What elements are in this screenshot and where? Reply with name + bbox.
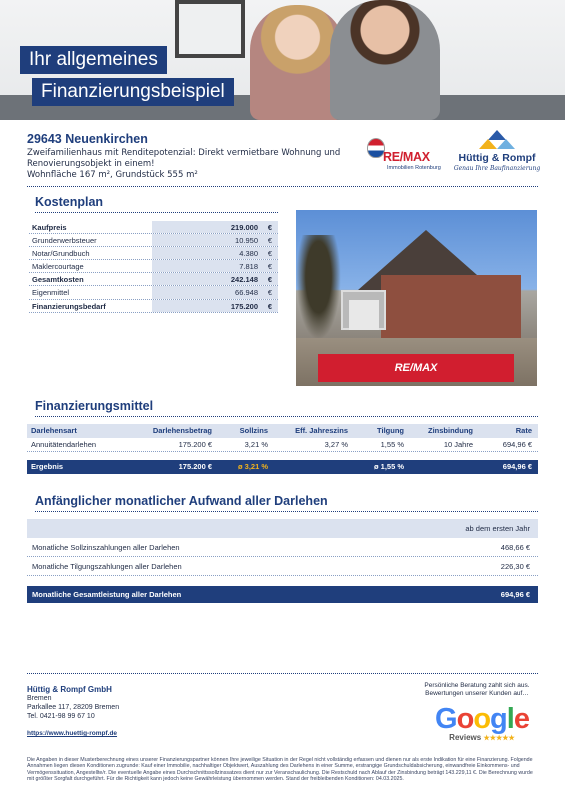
footer-city: Bremen <box>27 695 52 702</box>
google-reviews-label: Reviews ★★★★★ <box>449 733 515 742</box>
aufwand-row: Monatliche Sollzinszahlungen aller Darlehen 468,66 € <box>27 538 538 557</box>
photo-garage <box>341 290 386 330</box>
google-logo: Google <box>435 703 529 735</box>
kostenplan-row: Notar/Grundbuch 4.380 € <box>29 247 278 260</box>
star-rating-icon: ★★★★★ <box>483 735 515 742</box>
aufwand-title: Anfänglicher monatlicher Aufwand aller Darlehen <box>35 494 538 512</box>
footer-divider <box>27 673 538 674</box>
finanzierungsmittel-result-row: Ergebnis 175.200 € ø 3,21 % ø 1,55 % 694,96 € <box>27 460 538 474</box>
aufwand-table <box>27 519 538 603</box>
remax-photo-banner <box>318 354 514 382</box>
aufwand-row: Monatliche Tilgungszahlungen aller Darlehen 226,30 € <box>27 557 538 576</box>
property-header <box>27 132 347 181</box>
google-reviews-text: Persönliche Beratung zahlt sich aus. Bewertungen unserer Kunden auf… <box>424 682 530 697</box>
remax-banner-text: RE/MAX <box>394 362 438 374</box>
aufwand-header-row: ab dem ersten Jahr <box>27 519 538 538</box>
kostenplan-row: Maklercourtage 7.818 € <box>29 260 278 273</box>
hero-banner <box>0 0 565 120</box>
finanzierungsmittel-header-row: Darlehensart Darlehensbetrag Sollzins Eff. Jahreszins Tilgung Zinsbindung Rate <box>27 424 538 438</box>
hero-picture-frame <box>175 0 245 58</box>
property-area: Wohnfläche 167 m², Grundstück 555 m² <box>27 170 198 180</box>
footer-street: Parkallee 117, 28209 Bremen <box>27 704 120 711</box>
kostenplan-row: Gesamtkosten 242.148 € <box>29 273 278 286</box>
property-description: Zweifamilienhaus mit Renditepotenzial: Direkt vermietbare Wohnung und Renovierungsobjekt in einem! <box>27 148 341 169</box>
footer-company-block <box>27 685 119 721</box>
hero-title-line-1: Ihr allgemeines <box>20 46 167 74</box>
property-photo <box>296 210 537 386</box>
kostenplan-title: Kostenplan <box>35 195 278 213</box>
footer-phone: Tel. 0421-98 99 67 10 <box>27 713 95 720</box>
kostenplan-row: Eigenmittel 66.948 € <box>29 286 278 299</box>
kostenplan-row: Grunderwerbsteuer 10.950 € <box>29 234 278 247</box>
header-divider <box>27 186 538 187</box>
huettig-rompf-tagline: Genau Ihre Baufinanzierung <box>453 165 541 172</box>
huettig-rompf-logo <box>452 130 542 178</box>
hero-person-man <box>330 0 440 120</box>
google-reviews-badge[interactable] <box>432 703 532 747</box>
remax-logo-word: RE/MAX <box>383 150 430 164</box>
finanzierungsmittel-row: Annuitätendarlehen 175.200 € 3,21 % 3,27 % 1,55 % 10 Jahre 694,96 € <box>27 438 538 452</box>
finanzierungsmittel-title: Finanzierungsmittel <box>35 399 538 417</box>
aufwand-total-row: Monatliche Gesamtleistung aller Darlehen 694,96 € <box>27 586 538 603</box>
kostenplan-row: Kaufpreis 219.000 € <box>29 221 278 234</box>
remax-logo <box>367 138 441 174</box>
kostenplan-table <box>29 221 278 313</box>
finanzierungsmittel-table <box>27 424 538 474</box>
photo-brick-wall <box>381 275 521 340</box>
disclaimer-text: Die Angaben in dieser Musterberechnung eines unserer Finanzierungspartner können Ihre jeweilige Situation in der Regel nicht vollständig erfassen und dienen nur als erste Indikation für eine Finanzierung. Folgende Annahmen liegen diesen Konditionen zugrunde: Kauf einer Immobilie, nachhaltiger Objektwert, Auszahlung des Darlehens in einer Summe, erstrangige Grundschuldabsicherung, einwandfreie Einkommens- und Vermögenssituation, Angestellte/r. Die eventuelle Angabe eines Durchschnittssollzinssatzes dient nur zur Veranschaulichung. Die Restschuld nach Ablauf der Zinsbindung beträgt 143.229,11 €. Die Berechnung wurde mit größter Sorgfalt durchgeführt. Für die Richtigkeit kann jedoch keine Gewährleistung übernommen werden. Stand der freibleibenden Konditionen: 04.03.2025. <box>27 757 533 783</box>
photo-tree <box>296 235 341 340</box>
property-location: 29643 Neuenkirchen <box>27 132 148 146</box>
huettig-rompf-mark-icon <box>479 130 515 150</box>
huettig-rompf-name: Hüttig & Rompf <box>458 152 536 164</box>
footer-company-name: Hüttig & Rompf GmbH <box>27 685 112 694</box>
remax-logo-subtitle: Immobilien Rotenburg <box>387 165 441 171</box>
footer-website-link[interactable]: https://www.huettig-rompf.de <box>27 730 118 737</box>
hero-title-line-2: Finanzierungsbeispiel <box>32 78 234 106</box>
kostenplan-row: Finanzierungsbedarf 175.200 € <box>29 300 278 313</box>
